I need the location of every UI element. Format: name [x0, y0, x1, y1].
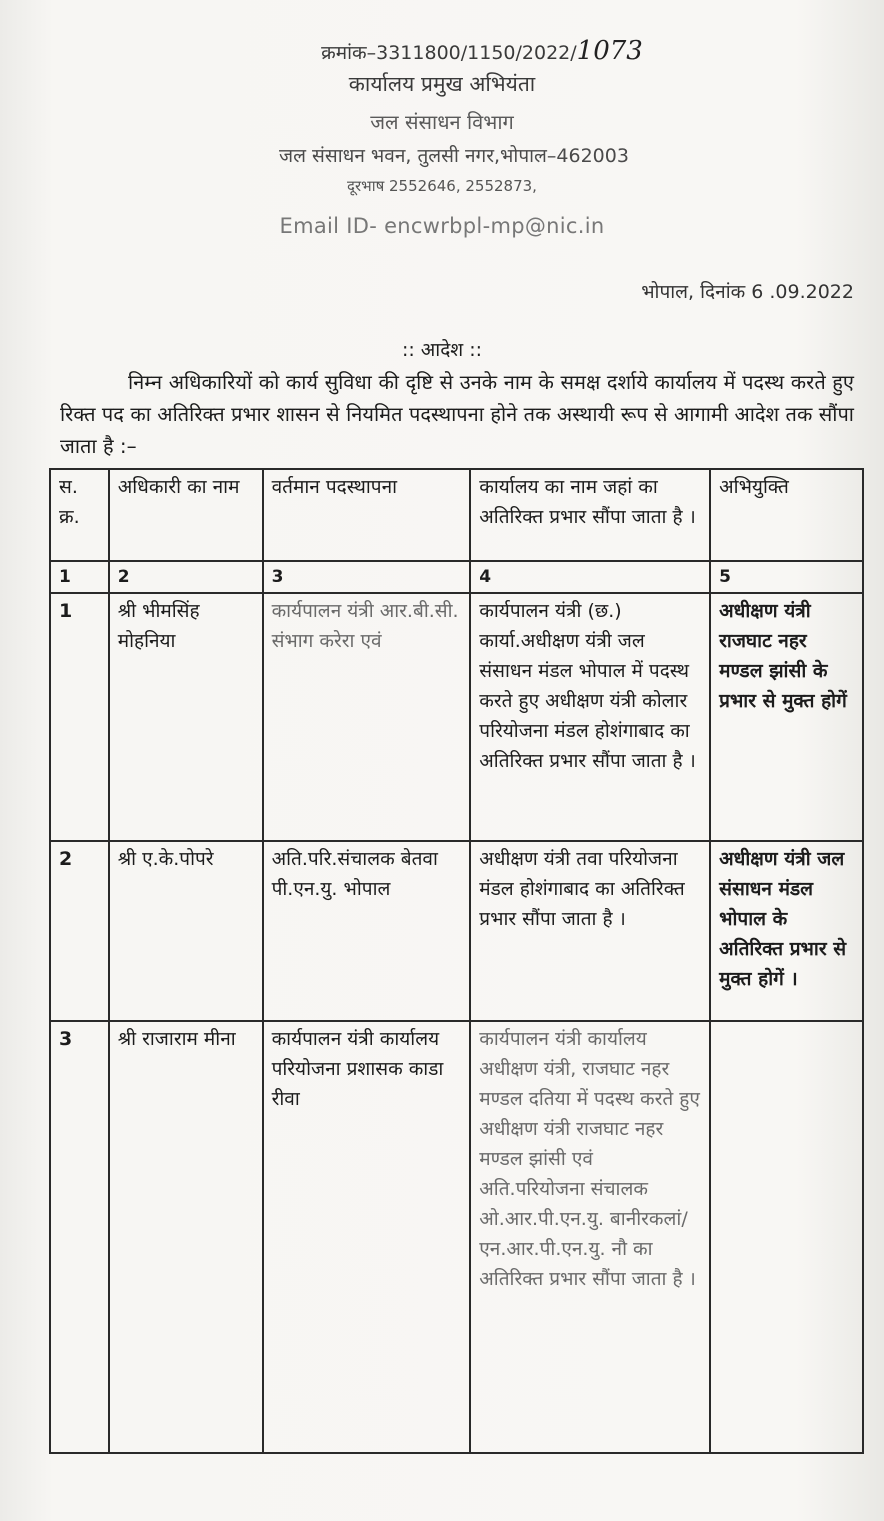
row-office: कार्यपालन यंत्री (छ.) कार्या.अधीक्षण यंत्री जल संसाधन मंडल भोपाल में पदस्थ करते हुए अधीक्षण यंत्री कोलार परियोजना मंडल होशंगाबाद का अतिरिक्त प्रभार सौंपा जाता है ।	[470, 593, 710, 841]
row-sno: 1	[50, 593, 109, 841]
order-paragraph: निम्न अधिकारियों को कार्य सुविधा की दृष्टि से उनके नाम के समक्ष दर्शाये कार्यालय में पदस्थ करते हुए रिक्त पद का अतिरिक्त प्रभार शासन से नियमित पदस्थापना होने तक अस्थायी रूप से आगामी आदेश तक सौंपा जाता है :–	[60, 370, 854, 458]
row-current-posting: अति.परि.संचालक बेतवा पी.एन.यु. भोपाल	[263, 841, 471, 1021]
row-name: श्री ए.के.पोपरे	[109, 841, 263, 1021]
email-id: Email ID- encwrbpl-mp@nic.in	[279, 214, 605, 238]
reference-handwritten: 1073	[576, 36, 643, 66]
header-cell-current: वर्तमान पदस्थापना	[263, 469, 471, 561]
table-row	[50, 593, 863, 841]
header-cell-sno: स. क्र.	[50, 469, 109, 561]
row-office: अधीक्षण यंत्री तवा परियोजना मंडल होशंगाबाद का अतिरिक्त प्रभार सौंपा जाता है ।	[470, 841, 710, 1021]
officers-table	[49, 468, 864, 1454]
column-number-row	[50, 561, 863, 593]
phone-numbers: दूरभाष 2552646, 2552873,	[347, 177, 537, 195]
table-row	[50, 1021, 863, 1453]
row-current-posting: कार्यपालन यंत्री आर.बी.सी. संभाग करेरा एवं	[263, 593, 471, 841]
column-number: 5	[710, 561, 863, 593]
row-sno: 2	[50, 841, 109, 1021]
table-row	[50, 841, 863, 1021]
row-name: श्री भीमसिंह मोहनिया	[109, 593, 263, 841]
row-office: कार्यपालन यंत्री कार्यालय अधीक्षण यंत्री, राजघाट नहर मण्डल दतिया में पदस्थ करते हुए अधीक्षण यंत्री राजघाट नहर मण्डल झांसी एवं अति.परियोजना संचालक ओ.आर.पी.एन.यु. बानीरकलां/ एन.आर.पी.एन.यु. नौ का अतिरिक्त प्रभार सौंपा जाता है ।	[470, 1021, 710, 1453]
column-number: 1	[50, 561, 109, 593]
column-number: 3	[263, 561, 471, 593]
header-cell-name: अधिकारी का नाम	[109, 469, 263, 561]
row-sno: 3	[50, 1021, 109, 1453]
order-title: :: आदेश ::	[401, 339, 483, 361]
column-number: 4	[470, 561, 710, 593]
reference-number	[40, 36, 884, 66]
row-name: श्री राजाराम मीना	[109, 1021, 263, 1453]
column-number: 2	[109, 561, 263, 593]
row-remark: अधीक्षण यंत्री राजघाट नहर मण्डल झांसी के प्रभार से मुक्त होगें	[710, 593, 863, 841]
row-current-posting: कार्यपालन यंत्री कार्यालय परियोजना प्रशासक काडा रीवा	[263, 1021, 471, 1453]
date-line: भोपाल, दिनांक 6 .09.2022	[641, 281, 854, 303]
row-remark: अधीक्षण यंत्री जल संसाधन मंडल भोपाल के अतिरिक्त प्रभार से मुक्त होगें ।	[710, 841, 863, 1021]
row-remark	[710, 1021, 863, 1453]
reference-printed: क्रमांक–3311800/1150/2022/	[321, 42, 577, 64]
header-cell-office: कार्यालय का नाम जहां का अतिरिक्त प्रभार सौंपा जाता है ।	[470, 469, 710, 561]
department-name: जल संसाधन विभाग	[370, 110, 514, 134]
office-name: कार्यालय प्रमुख अभियंता	[348, 72, 536, 96]
header-cell-remark: अभियुक्ति	[710, 469, 863, 561]
table-header-row	[50, 469, 863, 561]
office-address: जल संसाधन भवन, तुलसी नगर,भोपाल–462003	[279, 145, 629, 167]
